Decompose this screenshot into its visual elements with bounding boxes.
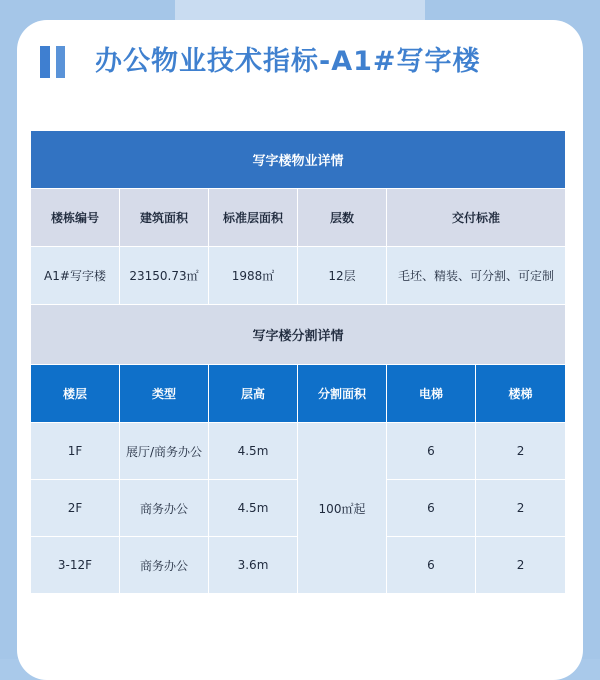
column-header: 楼栋编号 xyxy=(31,189,120,247)
table-cell: 23150.73㎡ xyxy=(120,247,209,305)
split-section-header xyxy=(31,305,566,365)
column-header: 类型 xyxy=(120,365,209,423)
floor-cell: 1F xyxy=(31,423,120,480)
page-title: 办公物业技术指标-A1#写字楼 xyxy=(95,46,481,77)
elevator-cell: 6 xyxy=(387,480,476,537)
property-section-header xyxy=(31,131,566,189)
elevator-cell: 6 xyxy=(387,537,476,594)
column-header: 标准层面积 xyxy=(209,189,298,247)
table-cell: 12层 xyxy=(298,247,387,305)
type-cell: 展厅/商务办公 xyxy=(120,423,209,480)
stairs-cell: 2 xyxy=(476,480,566,537)
property-header-row xyxy=(31,189,566,247)
split-area-cell: 100㎡起 xyxy=(298,423,387,594)
type-cell: 商务办公 xyxy=(120,480,209,537)
floor-cell: 2F xyxy=(31,480,120,537)
column-header: 交付标准 xyxy=(387,189,566,247)
spec-table xyxy=(30,130,566,594)
table-row xyxy=(31,423,566,480)
split-section-title: 写字楼分割详情 xyxy=(31,305,566,365)
elevator-cell: 6 xyxy=(387,423,476,480)
table-row xyxy=(31,247,566,305)
table-cell: A1#写字楼 xyxy=(31,247,120,305)
column-header: 建筑面积 xyxy=(120,189,209,247)
column-header: 分割面积 xyxy=(298,365,387,423)
stairs-cell: 2 xyxy=(476,423,566,480)
stairs-cell: 2 xyxy=(476,537,566,594)
column-header: 电梯 xyxy=(387,365,476,423)
property-section-title: 写字楼物业详情 xyxy=(31,131,566,189)
column-header: 层高 xyxy=(209,365,298,423)
table-cell: 1988㎡ xyxy=(209,247,298,305)
split-header-row xyxy=(31,365,566,423)
column-header: 楼梯 xyxy=(476,365,566,423)
height-cell: 3.6m xyxy=(209,537,298,594)
table-cell: 毛坯、精装、可分割、可定制 xyxy=(387,247,566,305)
height-cell: 4.5m xyxy=(209,480,298,537)
type-cell: 商务办公 xyxy=(120,537,209,594)
floor-cell: 3-12F xyxy=(31,537,120,594)
column-header: 楼层 xyxy=(31,365,120,423)
height-cell: 4.5m xyxy=(209,423,298,480)
column-header: 层数 xyxy=(298,189,387,247)
